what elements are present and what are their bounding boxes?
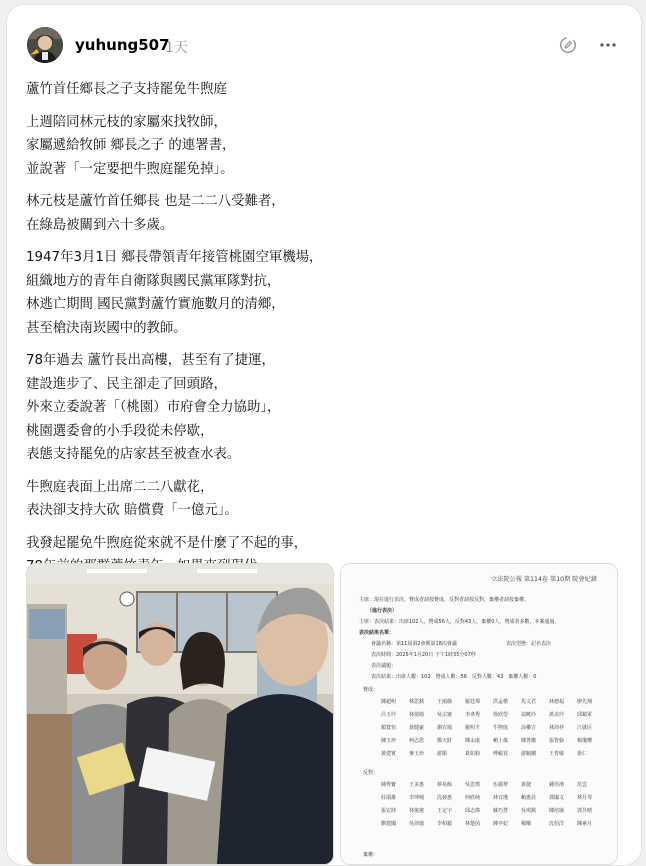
document-name-entry: 范雲 (577, 782, 588, 788)
document-name-entry: 李坤城 (409, 795, 425, 801)
document-name-entry: 黃仁 (577, 751, 588, 757)
document-name-entry: 黃建賓 (381, 751, 397, 757)
document-name-entry: 楊曜 (521, 821, 532, 827)
document-name-entry: 牛煦庭 (493, 725, 509, 731)
document-scan (341, 564, 617, 864)
document-name-entry: 呂玉玲 (381, 712, 397, 718)
document-line: 表決結果：出席人數：102 贊成人數：56 反對人數：43 棄權人數：0 (371, 674, 537, 680)
document-name-entry: 傅崐萁 (493, 751, 509, 757)
document-name-entry: 莊瑞雄 (381, 795, 397, 801)
document-name-entry: 林楚茵 (465, 821, 481, 827)
document-name-entry: 涂權吉 (521, 725, 537, 731)
document-name-entry: 劉建國 (381, 821, 397, 827)
post-header (27, 27, 625, 67)
document-name-entry: 林月琴 (577, 795, 593, 801)
repost-status-icon[interactable] (558, 35, 578, 55)
document-name-entry: 吳思瑤 (465, 782, 481, 788)
post-paragraph: 林元枝是蘆竹首任鄉長 也是二二八受難者， 在綠島被關到六十多歲。 (26, 194, 285, 233)
document-name-entry: 徐欣瑩 (493, 712, 509, 718)
document-name-entry: 馬文君 (521, 699, 537, 705)
document-name-entry: 王育敏 (549, 751, 565, 757)
document-name-entry: 廖先翔 (577, 699, 593, 705)
document-name-entry: 柯志恩 (409, 738, 425, 744)
attached-photo-document[interactable] (340, 563, 618, 865)
author-username[interactable]: yuhung507 (75, 36, 170, 54)
document-name-entry: 吳沛憶 (409, 821, 425, 827)
document-name-entry: 林沛祥 (549, 725, 565, 731)
document-name-entry: 林思銘 (409, 699, 425, 705)
document-name-entry: 楊瓊瓔 (577, 738, 593, 744)
document-line: 棄權： (363, 852, 379, 858)
more-options-icon[interactable] (598, 35, 618, 55)
document-line: 贊成： (363, 687, 379, 693)
document-name-entry: 張智倫 (549, 738, 565, 744)
document-name-entry: 陳秀寶 (381, 782, 397, 788)
document-name-entry: 謝衣鳯 (437, 725, 453, 731)
document-name-entry: 江啟臣 (577, 725, 593, 731)
document-name-entry: 葛如鈞 (465, 751, 481, 757)
document-name-entry: 王美惠 (409, 782, 425, 788)
document-name-entry: 陳永康 (465, 738, 481, 744)
document-header: 立法院公報 第114卷 第10期 院會紀錄 (491, 576, 598, 583)
document-name-entry: 郭昱晴 (577, 808, 593, 814)
post-time[interactable]: 1天 (165, 40, 188, 56)
post-body (26, 78, 616, 611)
document-name-entry: 鍾佳濱 (549, 782, 565, 788)
document-name-entry: 林倩綺 (409, 712, 425, 718)
document-name-entry: 黃健豪 (409, 725, 425, 731)
document-name-entry: 萬美玲 (549, 712, 565, 718)
document-name-entry: 賴惠員 (521, 795, 537, 801)
document-name-entry: 吳宗憲 (437, 712, 453, 718)
avatar[interactable] (27, 27, 63, 63)
document-name-entry: 張宏陸 (381, 808, 397, 814)
document-name-entry: 洪孟楷 (493, 699, 509, 705)
document-name-entry: 陳亭妃 (493, 821, 509, 827)
document-name-entry: 麥玉珍 (409, 751, 425, 757)
document-name-entry: 陳培瑜 (549, 808, 565, 814)
document-name-entry: 陳素月 (577, 821, 593, 827)
document-name-entry: 王定宇 (437, 808, 453, 814)
document-line: 表決議題： (371, 663, 397, 669)
document-name-entry: 郭國文 (549, 795, 565, 801)
document-line: 反對： (363, 770, 379, 776)
attached-photo-people[interactable] (26, 563, 334, 865)
document-name-entry: 王鴻薇 (437, 699, 453, 705)
document-name-entry: 羅明才 (465, 725, 481, 731)
document-name-entry: 李柏毅 (437, 821, 453, 827)
document-name-entry: 吳琪銘 (521, 808, 537, 814)
document-line: （進行表決） (367, 608, 398, 614)
post-paragraph: 上週陪同林元枝的家屬來找牧師， 家屬遞給牧師 鄉長之子 的連署書， 並說著「一定要把牛煦庭罷免掉」。 (26, 114, 236, 177)
document-line: 表決型態：記名表決 (506, 641, 552, 647)
document-name-entry: 李彥秀 (465, 712, 481, 718)
document-name-entry: 邱志偉 (465, 808, 481, 814)
document-name-entry: 林俊憲 (409, 808, 425, 814)
document-line: 主席：表決結果：出席102人，贊成56人，反對43人，棄權0人，贊成者多數，本案通過。 (359, 619, 560, 625)
document-line: 表決時間：2025年1月20日 下午1時35分07秒 (371, 652, 476, 658)
post-paragraph: 蘆竹首任鄉長之子支持罷免牛煦庭 (26, 82, 227, 97)
post-paragraph-text: 我發起罷免牛煦庭從來就不是什麼了不起的事， (26, 535, 308, 551)
post-paragraph: 1947年3月1日 鄉長帶領青年接管桃園空軍機場， 組織地方的青年自衛隊與國民黨軍隊對抗， 林逃亡期間 國民黨對蘆竹實施數月的清鄉， 甚至槍決南崁國中的教師。 (26, 250, 323, 336)
document-name-entry: 林宜瑾 (493, 795, 509, 801)
document-name-entry: 陳玉珍 (381, 738, 397, 744)
document-name-entry: 賴士葆 (493, 738, 509, 744)
photo-office-scene (27, 564, 333, 864)
document-name-entry: 沈發惠 (437, 795, 453, 801)
document-name-entry: 游毓蘭 (521, 751, 537, 757)
document-line: 主席：現在進行表決，贊成者請按贊成，反對者請按反對，棄權者請按棄權。 (359, 597, 530, 603)
document-line: 表決結果名單： (359, 630, 395, 636)
document-name-entry: 蘇巧慧 (493, 808, 509, 814)
avatar-image (27, 27, 63, 63)
document-name-entry: 蔡易餘 (437, 782, 453, 788)
post-paragraph: 牛煦庭表面上出席二二八獻花， 表決卻支持大砍 賠償費「一億元」。 (26, 479, 238, 518)
document-name-entry: 顏寬恒 (381, 725, 397, 731)
document-name-entry: 翁曉玲 (521, 712, 537, 718)
document-name-entry: 沈伯洋 (549, 821, 565, 827)
document-name-entry: 陳超明 (381, 699, 397, 705)
document-name-entry: 邱鎮軍 (577, 712, 593, 718)
document-name-entry: 林德福 (549, 699, 565, 705)
document-name-entry: 伍麗華 (493, 782, 509, 788)
document-name-entry: 陳菁徽 (521, 738, 537, 744)
document-name-entry: 黃捷 (521, 782, 532, 788)
document-line: 會議名稱：第11屆第2會期第18次會議 (371, 641, 457, 647)
document-name-entry: 鄭天財 (437, 738, 453, 744)
post-paragraph: 78年過去 蘆竹長出高樓，甚至有了捷運， 建設進步了、民主卻走了回頭路， 外來立委說著「（桃園）市府會全力協助」， 桃園選委會的小手段從未停歇， 表態支持罷免的店家甚至被查水表。 (26, 353, 281, 462)
document-name-entry: 羅廷瑋 (465, 699, 481, 705)
document-name-entry: 何欣純 (465, 795, 481, 801)
document-name-entry: 游顥 (437, 751, 448, 757)
